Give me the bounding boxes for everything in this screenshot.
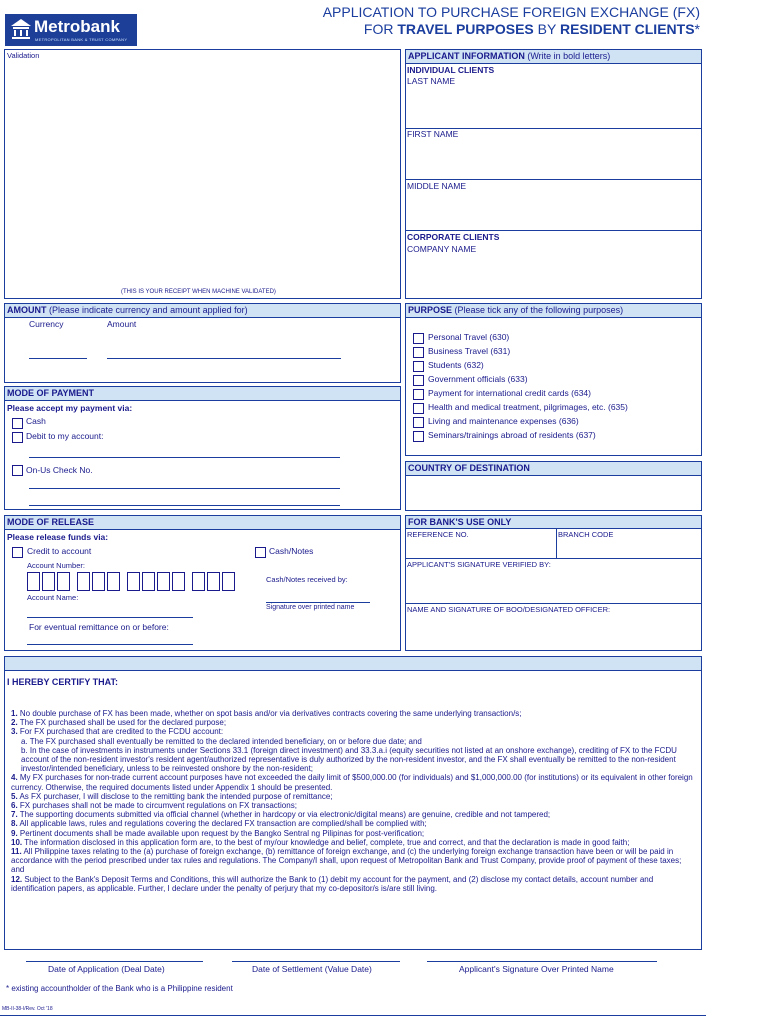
amount-header: AMOUNT (Please indicate currency and amount applied for): [5, 304, 400, 318]
item-number: 12.: [11, 874, 23, 884]
account-digit-box[interactable]: [77, 572, 90, 591]
account-digit-box[interactable]: [107, 572, 120, 591]
remittance-label: For eventual remittance on or before:: [29, 622, 169, 632]
date-application-label: Date of Application (Deal Date): [48, 964, 165, 974]
form-title-line2: [364, 21, 700, 37]
item-text: The information disclosed in this application form are, to the best of my/our knowledge and belief, complete, true and correct, and that the declaration is made in good faith;: [22, 837, 630, 847]
cash-notes-checkbox[interactable]: [255, 547, 266, 558]
cash-notes-label: Cash/Notes: [269, 546, 314, 556]
account-digit-box[interactable]: [192, 572, 205, 591]
first-name-label: FIRST NAME: [407, 129, 459, 139]
item-number: 5.: [11, 791, 18, 801]
remittance-date-field[interactable]: [27, 644, 193, 645]
item-text: a. The FX purchased shall eventually be remitted to the declared intended beneficiary, on or before due date; and: [21, 736, 422, 746]
certification-section: [4, 656, 702, 950]
branch-code-label: BRANCH CODE: [558, 530, 614, 539]
purpose-option-label: Payment for international credit cards (634): [428, 388, 591, 398]
release-section: [4, 515, 401, 651]
account-digit-box[interactable]: [27, 572, 40, 591]
metrobank-logo-icon: [10, 18, 32, 40]
item-number: 11.: [11, 847, 22, 857]
date-application-line[interactable]: [26, 961, 203, 962]
item-number: 8.: [11, 819, 18, 829]
purpose-checkbox[interactable]: [413, 431, 424, 442]
form-title-line1: APPLICATION TO PURCHASE FOREIGN EXCHANGE (FX): [322, 4, 700, 20]
payment-prompt: Please accept my payment via:: [7, 403, 133, 413]
certification-item: [11, 838, 696, 847]
country-section: [405, 461, 702, 511]
certification-item: [11, 819, 696, 828]
purpose-checkbox[interactable]: [413, 403, 424, 414]
title-travel-purposes: TRAVEL PURPOSES: [397, 21, 534, 37]
title-asterisk: *: [694, 21, 700, 37]
account-digit-box[interactable]: [172, 572, 185, 591]
purpose-checkbox[interactable]: [413, 361, 424, 372]
item-number: 6.: [11, 801, 18, 811]
divider: [406, 558, 701, 559]
bank-use-section: [405, 515, 702, 651]
certification-header-bar: [5, 657, 701, 671]
amount-label: Amount: [107, 319, 137, 329]
item-text: Subject to the Bank's Deposit Terms and Conditions, this will authorize the Bank to (1) debit my account for the payment, and (2) disclose my contact details, account number and identification papers, as applicable. Further, I declare under the penalty of perjury that my co-depositor/s is/are still living.: [11, 874, 654, 893]
footnote: * existing accountholder of the Bank who is a Philippine resident: [6, 984, 233, 993]
item-text: All applicable laws, rules and regulations covering the declared FX transaction are complied/shall be complied with;: [17, 819, 427, 829]
applicant-signature-line[interactable]: [427, 961, 657, 962]
onus-check-field-1[interactable]: [29, 488, 340, 489]
purpose-checkbox[interactable]: [413, 347, 424, 358]
currency-field[interactable]: [29, 358, 87, 359]
validation-label: Validation: [7, 51, 40, 60]
item-number: 4.: [11, 773, 18, 783]
certification-item: [11, 829, 696, 838]
certification-item: [11, 847, 696, 875]
divider: [406, 179, 701, 180]
logo-tagline: METROPOLITAN BANK & TRUST COMPANY: [35, 37, 128, 42]
purpose-checkbox[interactable]: [413, 375, 424, 386]
country-header: COUNTRY OF DESTINATION: [406, 462, 701, 476]
account-number-label: Account Number:: [27, 561, 85, 570]
account-digit-box[interactable]: [157, 572, 170, 591]
middle-name-label: MIDDLE NAME: [407, 181, 467, 191]
account-digit-box[interactable]: [127, 572, 140, 591]
title-resident-clients: RESIDENT CLIENTS: [559, 21, 695, 37]
item-text: b. In the case of investments in instruments under Sections 33.1 (foreign direct investment) and 33.3.a.i (equity securities not listed at an onshore exchange), crediting of FX to the FCDU account of the non-resident investor's resident agent/authorized representative is duly authorized by the non-resident investor, and the FX shall eventually be remitted to the non-resident investor/intended beneficiary, unless to be reinvested onshore by the non-resident;: [21, 745, 677, 774]
purpose-checkbox[interactable]: [413, 389, 424, 400]
item-number: 10.: [11, 837, 23, 847]
individual-clients-label: INDIVIDUAL CLIENTS: [407, 65, 495, 75]
payment-header: MODE OF PAYMENT: [5, 387, 400, 401]
receipt-note: (THIS IS YOUR RECEIPT WHEN MACHINE VALIDATED): [121, 289, 276, 295]
form-code: MB-II-38-I/Rev. Oct '18: [2, 1006, 53, 1012]
debit-account-field[interactable]: [29, 457, 340, 458]
currency-label: Currency: [29, 319, 64, 329]
certification-item: [11, 718, 696, 727]
purpose-checkbox[interactable]: [413, 417, 424, 428]
bank-use-header: FOR BANK'S USE ONLY: [406, 516, 701, 529]
title-by: BY: [533, 21, 560, 37]
last-name-label: LAST NAME: [407, 76, 456, 86]
title-for: FOR: [363, 21, 398, 37]
certification-item: [11, 773, 696, 791]
signature-label: Signature over printed name: [266, 604, 355, 611]
certification-item: [11, 792, 696, 801]
purpose-option-label: Personal Travel (630): [428, 332, 510, 342]
date-settlement-line[interactable]: [232, 961, 400, 962]
credit-account-label: Credit to account: [27, 546, 92, 556]
purpose-header: PURPOSE (Please tick any of the following purposes): [406, 304, 701, 318]
certification-item: [11, 709, 696, 718]
account-digit-box[interactable]: [222, 572, 235, 591]
account-digit-box[interactable]: [207, 572, 220, 591]
account-name-label: Account Name:: [27, 593, 79, 602]
purpose-checkbox[interactable]: [413, 333, 424, 344]
item-text: All Philippine taxes relating to the (a) purchase of foreign exchange, (b) remittance of foreign exchange, and (c) the underlying foreign exchange transaction have been or will be paid in accordance with the period prescribed under tax rules and regulations. The Company/I shall, upon request of Metropolitan Bank and Trust Company, provide proof of payment of these taxes; and: [11, 847, 682, 875]
certification-item: [11, 746, 696, 774]
item-text: The FX purchased shall be used for the declared purpose;: [17, 718, 227, 728]
purpose-option-label: Health and medical treatment, pilgrimages, etc. (635): [428, 402, 628, 412]
divider: [556, 528, 557, 558]
item-number: 2.: [11, 718, 18, 728]
signature-verified-label: APPLICANT'S SIGNATURE VERIFIED BY:: [407, 560, 551, 569]
amount-section: [4, 303, 401, 383]
account-name-field[interactable]: [27, 617, 193, 618]
reference-no-label: REFERENCE NO.: [407, 530, 469, 539]
purpose-option-label: Living and maintenance expenses (636): [428, 416, 579, 426]
onus-label: On-Us Check No.: [26, 465, 93, 475]
corporate-clients-label: CORPORATE CLIENTS: [407, 232, 500, 242]
purpose-option-label: Students (632): [428, 360, 484, 370]
footer-rule: [0, 1015, 706, 1016]
company-name-label: COMPANY NAME: [407, 244, 477, 254]
logo-name: Metrobank: [34, 17, 120, 36]
release-prompt: Please release funds via:: [7, 532, 109, 542]
applicant-info-header: APPLICANT INFORMATION (Write in bold letters): [406, 50, 701, 64]
applicant-info-section: [405, 49, 702, 299]
certification-item: [11, 801, 696, 810]
divider: [406, 230, 701, 231]
certification-text: [11, 709, 696, 893]
item-text: FX purchases shall not be made to circumvent regulations on FX transactions;: [17, 801, 297, 811]
purpose-option-label: Government officials (633): [428, 374, 528, 384]
metrobank-logo: [5, 14, 137, 46]
credit-account-checkbox[interactable]: [12, 547, 23, 558]
item-text: The supporting documents submitted via official channel (whether in hardcopy or via electronic/digital means) are genuine, credible and not tampered;: [17, 810, 551, 820]
account-digit-box[interactable]: [92, 572, 105, 591]
date-settlement-label: Date of Settlement (Value Date): [252, 964, 372, 974]
release-header: MODE OF RELEASE: [5, 516, 400, 530]
item-number: 3.: [11, 727, 18, 737]
purpose-option-label: Business Travel (631): [428, 346, 511, 356]
officer-signature-label: NAME AND SIGNATURE OF BOO/DESIGNATED OFFICER:: [407, 605, 611, 614]
item-number: 1.: [11, 709, 18, 718]
amount-field[interactable]: [107, 358, 341, 359]
country-field[interactable]: [406, 476, 701, 510]
account-digit-box[interactable]: [142, 572, 155, 591]
item-text: No double purchase of FX has been made, whether on spot basis and/or via derivatives contracts covering the same underlying transaction/s;: [17, 709, 522, 718]
received-by-label: Cash/Notes received by:: [266, 575, 348, 584]
certification-item: [11, 727, 696, 736]
debit-label: Debit to my account:: [26, 431, 104, 441]
item-number: 7.: [11, 810, 18, 820]
onus-checkbox[interactable]: [12, 465, 23, 476]
item-text: My FX purchases for non-trade current account purposes have not exceeded the daily limit of $500,000.00 (for individuals) and $1,000,000.00 (for institutions) or its equivalent in other foreign currency. Otherwise, the required documents listed under Appendix 1 should be presented.: [11, 773, 693, 792]
payment-section: [4, 386, 401, 510]
certification-item: [11, 737, 696, 746]
divider: [406, 603, 701, 604]
certification-item: [11, 875, 696, 893]
item-text: As FX purchaser, I will disclose to the remitting bank the intended purpose of remittance;: [17, 791, 333, 801]
account-digit-box[interactable]: [42, 572, 55, 591]
cash-label: Cash: [26, 416, 46, 426]
item-text: For FX purchased that are credited to the FCDU account:: [17, 727, 224, 737]
purpose-section: [405, 303, 702, 456]
debit-checkbox[interactable]: [12, 432, 23, 443]
applicant-signature-label: Applicant's Signature Over Printed Name: [459, 964, 614, 974]
purpose-option-label: Seminars/trainings abroad of residents (637): [428, 430, 596, 440]
received-by-field[interactable]: [266, 602, 370, 603]
certification-item: [11, 810, 696, 819]
validation-box[interactable]: [4, 49, 401, 299]
account-digit-box[interactable]: [57, 572, 70, 591]
item-text: Pertinent documents shall be made available upon request by the Bangko Sentral ng Pilipinas for post-verification;: [17, 828, 425, 838]
cash-checkbox[interactable]: [12, 418, 23, 429]
certify-heading: I HEREBY CERTIFY THAT:: [7, 677, 119, 687]
item-number: 9.: [11, 828, 18, 838]
onus-check-field-2[interactable]: [29, 505, 340, 506]
